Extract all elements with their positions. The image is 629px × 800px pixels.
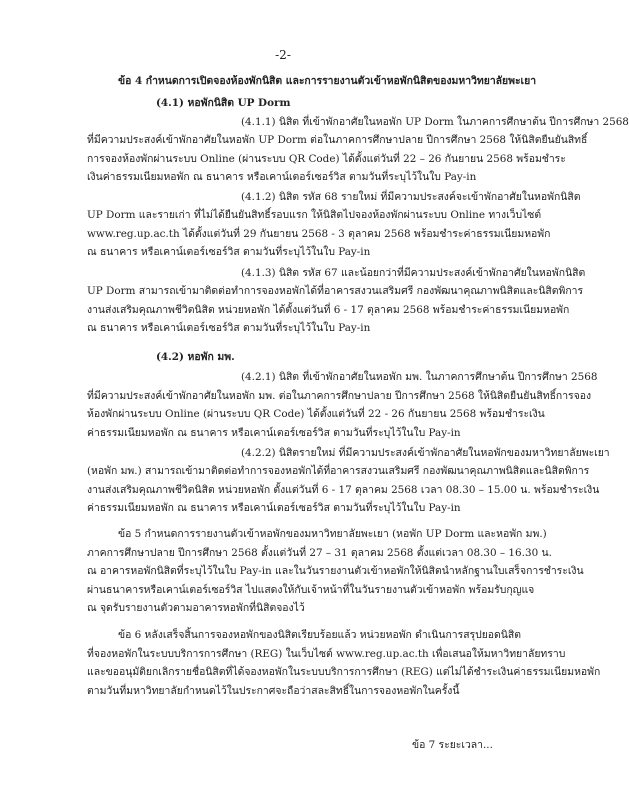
paragraph-line: ที่มีความประสงค์เข้าพักอาศัยในหอพัก UP Dorm ต่อในภาคการศึกษาปลาย ปีการศึกษา 2568 ให้นิสิตยืนยันสิทธิ์ (87, 134, 588, 146)
paragraph-line: เงินค่าธรรมเนียมหอพัก ณ ธนาคาร หรือเคาน์เตอร์เซอร์วิส ตามวันที่ระบุไว้ในใบ Pay-in (87, 171, 477, 183)
paragraph-line: (4.1.2) นิสิต รหัส 68 รายใหม่ ที่มีความประสงค์จะเข้าพักอาศัยในหอพักนิสิต (241, 191, 581, 203)
paragraph-line: (4.2.1) นิสิต ที่เข้าพักอาศัยในหอพัก มพ. ในภาคการศึกษาต้น ปีการศึกษา 2568 (241, 371, 598, 383)
paragraph-line: ตามวันที่มหาวิทยาลัยกำหนดไว้ในประกาศจะถือว่าสละสิทธิ์ในการจองหอพักในครั้งนี้ (87, 685, 460, 697)
page-number: -2- (275, 48, 291, 62)
paragraph-line: ณ จุดรับรายงานตัวตามอาคารหอพักที่นิสิตจองไว้ (87, 602, 305, 614)
section-5-first-line: ข้อ 5 กำหนดการรายงานตัวเข้าหอพักของมหาวิทยาลัยพะเยา (หอพัก UP Dorm และหอพัก มพ.) (118, 528, 547, 540)
paragraph-line: ค่าธรรมเนียมหอพัก ณ ธนาคาร หรือเคาน์เตอร์เซอร์วิส ตามวันที่ระบุไว้ในใบ Pay-in (87, 427, 461, 439)
paragraph-line: (4.1.1) นิสิต ที่เข้าพักอาศัยในหอพัก UP Dorm ในภาคการศึกษาต้น ปีการศึกษา 2568 (241, 116, 629, 128)
paragraph-line: UP Dorm สามารถเข้ามาติดต่อทำการจองหอพักได้ที่อาคารสงวนเสริมศรี กองพัฒนาคุณภาพนิสิตและนิสิตพิการ (87, 285, 584, 297)
paragraph-line: ที่มีความประสงค์เข้าพักอาศัยในหอพัก มพ. ต่อในภาคการศึกษาปลาย ปีการศึกษา 2568 ให้นิสิตยืนยันสิทธิ์การจอง (87, 390, 592, 402)
paragraph-line: www.reg.up.ac.th ได้ตั้งแต่วันที่ 29 กันยายน 2568 - 3 ตุลาคม 2568 พร้อมชำระค่าธรรมเนียมหอพัก (87, 228, 551, 240)
continuation-marker: ข้อ 7 ระยะเวลา... (412, 739, 493, 751)
section-6-first-line: ข้อ 6 หลังเสร็จสิ้นการจองหอพักของนิสิตเรียบร้อยแล้ว หน่วยหอพัก ดำเนินการสรุปยอดนิสิต (118, 629, 521, 641)
paragraph-line: UP Dorm และรายเก่า ที่ไม่ได้ยืนยันสิทธิ์รอบแรก ให้นิสิตไปจองห้องพักผ่านระบบ Online ทางเว็บไซต์ (87, 209, 542, 221)
paragraph-line: งานส่งเสริมคุณภาพชีวิตนิสิต หน่วยหอพัก ได้ตั้งแต่วันที่ 6 - 17 ตุลาคม 2568 พร้อมชำระค่าธรรมเนียมหอพัก (87, 304, 570, 316)
subsection-4-2-heading: (4.2) หอพัก มพ. (156, 351, 235, 363)
paragraph-line: ค่าธรรมเนียมหอพัก ณ ธนาคาร หรือเคาน์เตอร์เซอร์วิส ตามวันที่ระบุไว้ในใบ Pay-in (87, 502, 461, 514)
paragraph-line: (4.2.2) นิสิตรายใหม่ ที่มีความประสงค์เข้าพักอาศัยในหอพักของมหาวิทยาลัยพะเยา (241, 447, 610, 459)
paragraph-line: ที่จองหอพักในระบบบริการการศึกษา (REG) ในเว็บไซต์ www.reg.up.ac.th เพื่อเสนอให้มหาวิทยาลัยทราบ (87, 648, 566, 660)
paragraph-line: ณ ธนาคาร หรือเคาน์เตอร์เซอร์วิส ตามวันที่ระบุไว้ในใบ Pay-in (87, 322, 371, 334)
paragraph-line: ผ่านธนาคารหรือเคาน์เตอร์เซอร์วิส ไปแสดงให้กับเจ้าหน้าที่ในวันรายงานตัวเข้าหอพัก พร้อมรับกุญแจ (87, 584, 535, 596)
paragraph-line: การจองห้องพักผ่านระบบ Online (ผ่านระบบ QR Code) ได้ตั้งแต่วันที่ 22 – 26 กันยายน 2568 พร้อมชำระ (87, 153, 566, 165)
paragraph-line: ณ อาคารหอพักนิสิตที่ระบุไว้ในใบ Pay-in และในวันรายงานตัวเข้าหอพักให้นิสิตนำหลักฐานใบเสร็จการชำระเงิน (87, 565, 584, 577)
paragraph-line: และขออนุมัติยกเลิกรายชื่อนิสิตที่ได้จองหอพักในระบบบริการการศึกษา (REG) แต่ไม่ได้ชำระเงินค่าธรรมเนียมหอพัก (87, 666, 601, 678)
paragraph-line: งานส่งเสริมคุณภาพชีวิตนิสิต หน่วยหอพัก ตั้งแต่วันที่ 6 - 17 ตุลาคม 2568 เวลา 08.30 – 15.00 น. พร้อมชำระเงิน (87, 484, 600, 496)
paragraph-line: ณ ธนาคาร หรือเคาน์เตอร์เซอร์วิส ตามวันที่ระบุไว้ในใบ Pay-in (87, 246, 371, 258)
paragraph-line: ห้องพักผ่านระบบ Online (ผ่านระบบ QR Code) ได้ตั้งแต่วันที่ 22 - 26 กันยายน 2568 พร้อมชำระเงิน (87, 408, 545, 420)
section-4-heading: ข้อ 4 กำหนดการเปิดจองห้องพักนิสิต และการรายงานตัวเข้าหอพักนิสิตของมหาวิทยาลัยพะเยา (118, 75, 537, 87)
paragraph-line: (หอพัก มพ.) สามารถเข้ามาติดต่อทำการจองหอพักได้ที่อาคารสงวนเสริมศรี กองพัฒนาคุณภาพนิสิตและนิสิตพิการ (87, 465, 590, 477)
paragraph-line: (4.1.3) นิสิต รหัส 67 และน้อยกว่าที่มีความประสงค์เข้าพักอาศัยในหอพักนิสิต (241, 267, 586, 279)
subsection-4-1-heading: (4.1) หอพักนิสิต UP Dorm (156, 97, 291, 109)
paragraph-line: ภาคการศึกษาปลาย ปีการศึกษา 2568 ตั้งแต่วันที่ 27 – 31 ตุลาคม 2568 ตั้งแต่เวลา 08.30 – 16.30 น. (87, 547, 552, 559)
